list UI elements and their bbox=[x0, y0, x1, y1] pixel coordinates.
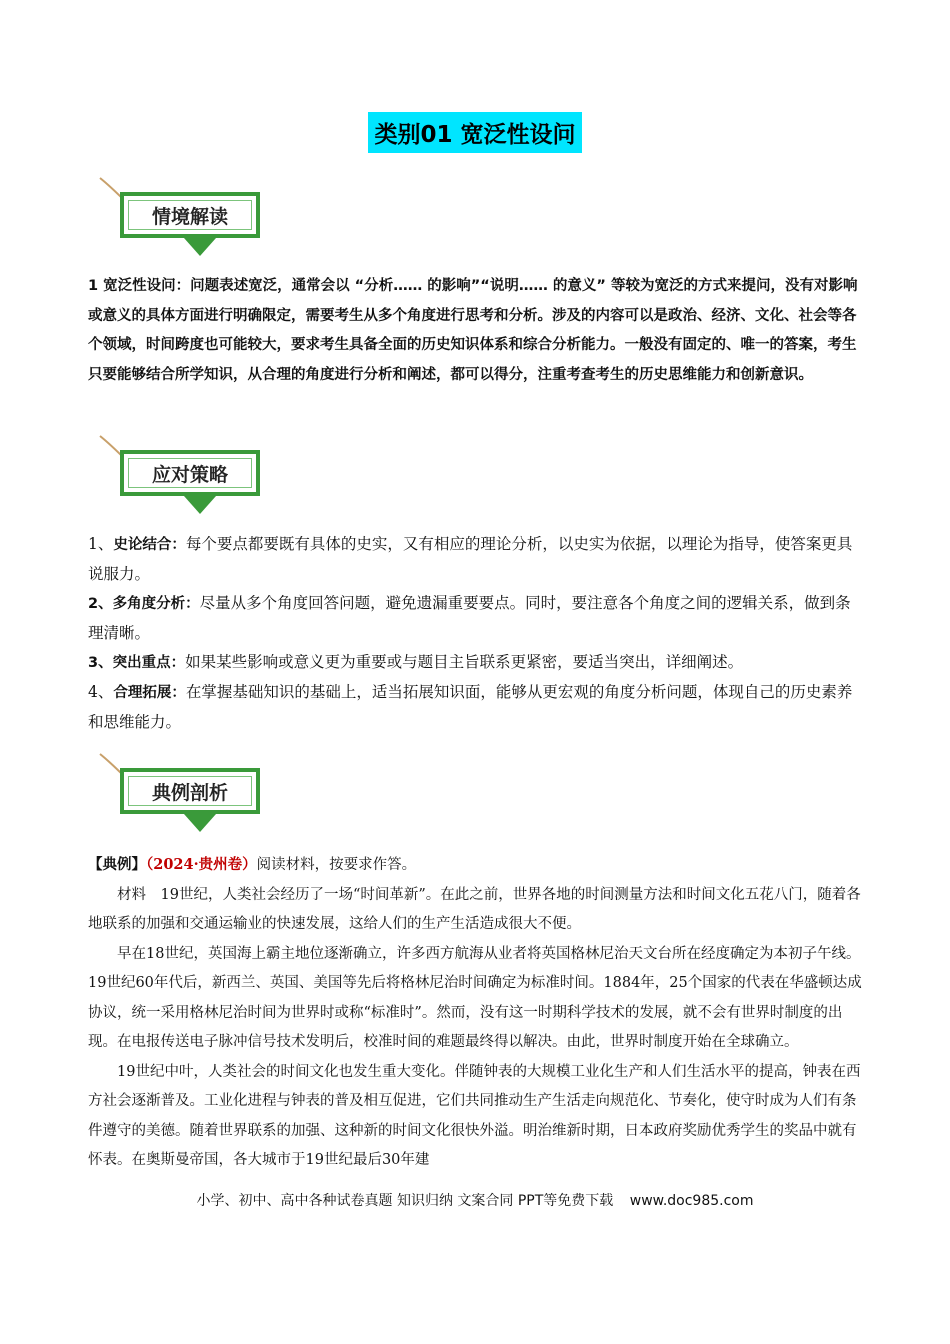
page-title: 类别01 宽泛性设问 bbox=[368, 112, 581, 153]
strategy-list bbox=[88, 530, 863, 737]
example-block bbox=[88, 850, 863, 1176]
strategy-item: 2、多角度分析：尽量从多个角度回答问题，避免遗漏重要要点。同时，要注意各个角度之间的逻辑关系，做到条理清晰。 bbox=[88, 594, 851, 642]
footer-text: 小学、初中、高中各种试卷真题 知识归纳 文案合同 PPT等免费下载 bbox=[196, 1193, 614, 1209]
section-title-situation: 情境解读 bbox=[128, 200, 252, 230]
title-wrap bbox=[0, 112, 950, 153]
section-badge-example bbox=[92, 748, 272, 838]
section-badge-strategy bbox=[92, 430, 272, 520]
example-paragraph: 早在18世纪，英国海上霸主地位逐渐确立，许多西方航海从业者将英国格林尼治天文台所在经度确定为本初子午线。19世纪60年代后，新西兰、英国、美国等先后将格林尼治时间确定为标准时间。1884年，25个国家的代表在华盛顿达成协议，统一采用格林尼治时间为世界时或称“标准时”。然而，没有这一时期科学技术的发展，就不会有世界时制度的出现。在电报传送电子脉冲信号技术发明后，校准时间的难题最终得以解决。由此，世界时制度开始在全球确立。 bbox=[88, 945, 862, 1050]
badge-box bbox=[120, 450, 260, 496]
page-footer bbox=[0, 1190, 950, 1210]
intro-paragraph: 1 宽泛性设问：问题表述宽泛，通常会以 “分析…… 的影响”“说明…… 的意义” 等较为宽泛的方式来提问，没有对影响或意义的具体方面进行明确限定，需要考生从多个角度进行思考和分析。涉及的内容可以是政治、经济、文化、社会等各个领域，时间跨度也可能较大，要求考生具备全面的历史知识体系和综合分析能力。一般没有固定的、唯一的答案，考生只要能够结合所学知识，从合理的角度进行分析和阐述，都可以得分，注重考查考生的历史思维能力和创新意识。 bbox=[88, 278, 858, 383]
section-title-example: 典例剖析 bbox=[128, 776, 252, 806]
strategy-item: 4、合理拓展：在掌握基础知识的基础上，适当拓展知识面，能够从更宏观的角度分析问题，体现自己的历史素养和思维能力。 bbox=[88, 683, 853, 731]
badge-tail bbox=[184, 238, 216, 256]
example-paragraph: 19世纪中叶，人类社会的时间文化也发生重大变化。伴随钟表的大规模工业化生产和人们生活水平的提高，钟表在西方社会逐渐普及。工业化进程与钟表的普及相互促进，它们共同推动生产生活走向规范化、节奏化，使守时成为人们有条件遵守的美德。随着世界联系的加强、这种新的时间文化很快外溢。明治维新时期，日本政府奖励优秀学生的奖品中就有怀表。在奥斯曼帝国，各大城市于19世纪最后30年建 bbox=[88, 1063, 861, 1168]
section-badge-situation bbox=[92, 172, 272, 262]
strategy-item: 1、史论结合：每个要点都要既有具体的史实，又有相应的理论分析，以史实为依据，以理论为指导，使答案更具说服力。 bbox=[88, 535, 853, 583]
example-lead: 【典例】（2024·贵州卷）阅读材料，按要求作答。 bbox=[88, 856, 417, 873]
badge-tail bbox=[184, 814, 216, 832]
badge-tail bbox=[184, 496, 216, 514]
section-title-strategy: 应对策略 bbox=[128, 458, 252, 488]
badge-box bbox=[120, 192, 260, 238]
footer-link[interactable]: www.doc985.com bbox=[629, 1193, 754, 1209]
strategy-item: 3、突出重点：如果某些影响或意义更为重要或与题目主旨联系更紧密，要适当突出，详细阐述。 bbox=[88, 653, 744, 671]
badge-box bbox=[120, 768, 260, 814]
example-paragraph: 材料 19世纪，人类社会经历了一场“时间革新”。在此之前，世界各地的时间测量方法和时间文化五花八门，随着各地联系的加强和交通运输业的快速发展，这给人们的生产生活造成很大不便。 bbox=[88, 886, 861, 932]
